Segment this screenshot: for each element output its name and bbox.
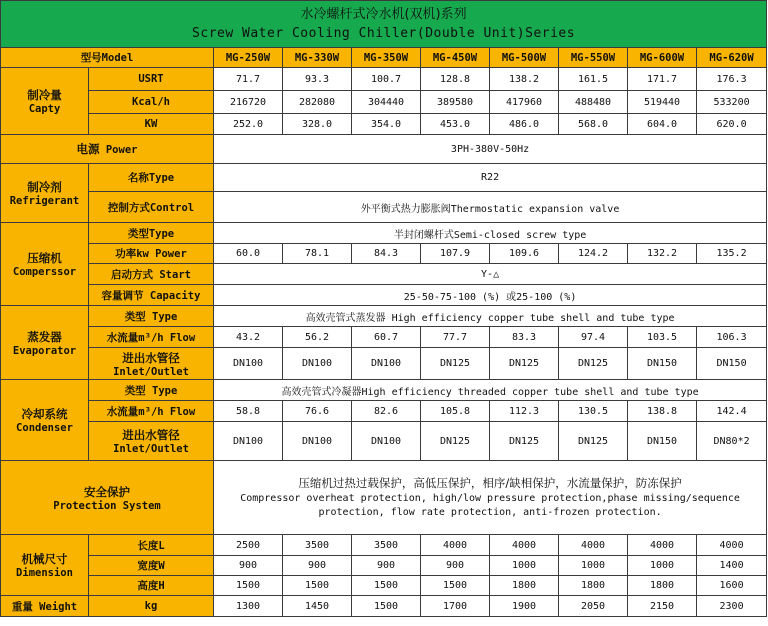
dimension-value: 4000	[697, 535, 767, 556]
capacity-value: 486.0	[490, 114, 559, 135]
condenser-pipe-value: DN125	[421, 422, 490, 461]
evaporator-pipe-value: DN125	[559, 348, 628, 380]
capacity-label-en: Capty	[28, 103, 61, 115]
dimension-value: 3500	[283, 535, 352, 556]
capacity-value: 533200	[697, 91, 767, 114]
capacity-row	[1, 114, 767, 135]
condenser-flow-value: 76.6	[283, 401, 352, 422]
compressor-label-cn: 压缩机	[27, 251, 62, 265]
compressor-power-value: 135.2	[697, 244, 767, 264]
dimension-value: 3500	[352, 535, 421, 556]
refrigerant-row	[1, 192, 767, 223]
condenser-flow-value: 138.8	[628, 401, 697, 422]
dimension-value: 1500	[283, 576, 352, 596]
capacity-label-cn: 制冷量	[27, 88, 62, 102]
capacity-value: 304440	[352, 91, 421, 114]
compressor-row	[1, 244, 767, 264]
dimension-height-label: 高度H	[89, 576, 214, 596]
dimension-value: 900	[214, 556, 283, 576]
capacity-value: 389580	[421, 91, 490, 114]
dimension-value: 2500	[214, 535, 283, 556]
dimension-value: 1000	[490, 556, 559, 576]
capacity-value: 488480	[559, 91, 628, 114]
compressor-power-value: 60.0	[214, 244, 283, 264]
weight-label: 重量 Weight	[1, 596, 89, 617]
title-en: Screw Water Cooling Chiller(Double Unit)Series	[192, 26, 576, 41]
evaporator-row	[1, 306, 767, 327]
capacity-unit: USRT	[89, 68, 214, 91]
compressor-power-value: 78.1	[283, 244, 352, 264]
dimension-value: 1800	[559, 576, 628, 596]
refrigerant-type-value: R22	[214, 164, 767, 192]
refrigerant-label-cn: 制冷剂	[27, 180, 62, 194]
evaporator-flow-label: 水流量m³/h Flow	[89, 327, 214, 348]
compressor-start-value: Y-△	[214, 264, 767, 285]
dimension-value: 1400	[697, 556, 767, 576]
capacity-value: 568.0	[559, 114, 628, 135]
evaporator-group-label	[1, 306, 89, 380]
weight-value: 1450	[283, 596, 352, 617]
model-header: MG-450W	[421, 48, 490, 68]
dimension-length-label: 长度L	[89, 535, 214, 556]
condenser-label-cn: 冷却系统	[21, 407, 68, 421]
condenser-flow-label: 水流量m³/h Flow	[89, 401, 214, 422]
weight-value: 2150	[628, 596, 697, 617]
compressor-power-label: 功率kw Power	[89, 244, 214, 264]
dimension-value: 1800	[490, 576, 559, 596]
refrigerant-control-label: 控制方式Control	[89, 192, 214, 223]
evaporator-type-label: 类型 Type	[89, 306, 214, 327]
condenser-flow-value: 58.8	[214, 401, 283, 422]
capacity-value: 100.7	[352, 68, 421, 91]
dimension-value: 1600	[697, 576, 767, 596]
evaporator-flow-value: 60.7	[352, 327, 421, 348]
dimension-value: 900	[421, 556, 490, 576]
condenser-pipe-value: DN100	[352, 422, 421, 461]
protection-label	[1, 461, 214, 535]
weight-value: 2300	[697, 596, 767, 617]
weight-row	[1, 596, 767, 617]
dimension-value: 4000	[490, 535, 559, 556]
title-cn: 水冷螺杆式冷水机(双机)系列	[300, 7, 467, 22]
capacity-value: 171.7	[628, 68, 697, 91]
model-header: MG-550W	[559, 48, 628, 68]
protection-value-cn: 压缩机过热过载保护，高低压保护，相序/缺相保护，水流量保护，防冻保护	[298, 475, 682, 490]
refrigerant-row	[1, 164, 767, 192]
evaporator-flow-value: 103.5	[628, 327, 697, 348]
evaporator-pipe-value: DN150	[628, 348, 697, 380]
dimension-value: 1000	[559, 556, 628, 576]
weight-unit: kg	[89, 596, 214, 617]
compressor-power-value: 132.2	[628, 244, 697, 264]
dimension-width-label: 宽度W	[89, 556, 214, 576]
evaporator-type-value: 高效壳管式蒸发器 High efficiency copper tube shell and tube type	[214, 306, 767, 327]
protection-value-en-1: Compressor overheat protection, high/low pressure protection,phase missing/sequence	[240, 492, 740, 504]
dimension-value: 900	[352, 556, 421, 576]
power-value: 3PH-380V-50Hz	[214, 135, 767, 164]
evaporator-flow-value: 97.4	[559, 327, 628, 348]
evaporator-label-en: Evaporator	[12, 344, 77, 357]
dimension-value: 1500	[421, 576, 490, 596]
condenser-row	[1, 380, 767, 401]
dimension-label-en: Dimension	[16, 567, 73, 579]
evaporator-row	[1, 348, 767, 380]
dimension-row	[1, 556, 767, 576]
dimension-value: 4000	[628, 535, 697, 556]
condenser-pipe-value: DN150	[628, 422, 697, 461]
model-header: MG-500W	[490, 48, 559, 68]
capacity-unit: KW	[89, 114, 214, 135]
dimension-value: 1000	[628, 556, 697, 576]
model-header: MG-600W	[628, 48, 697, 68]
capacity-value: 453.0	[421, 114, 490, 135]
refrigerant-control-value: 外平衡式热力膨胀阀Thermostatic expansion valve	[214, 192, 767, 223]
capacity-value: 128.8	[421, 68, 490, 91]
model-label: 型号Model	[1, 48, 214, 68]
condenser-pipe-value: DN100	[214, 422, 283, 461]
dimension-value: 4000	[559, 535, 628, 556]
weight-value: 1900	[490, 596, 559, 617]
evaporator-flow-value: 56.2	[283, 327, 352, 348]
evaporator-flow-value: 106.3	[697, 327, 767, 348]
dimension-group-label	[1, 535, 89, 596]
power-label	[1, 135, 214, 164]
capacity-value: 354.0	[352, 114, 421, 135]
dimension-row	[1, 535, 767, 556]
dimension-value: 1500	[214, 576, 283, 596]
condenser-pipe-value: DN80*2	[697, 422, 767, 461]
capacity-value: 328.0	[283, 114, 352, 135]
refrigerant-type-label: 名称Type	[89, 164, 214, 192]
evaporator-pipe-value: DN100	[352, 348, 421, 380]
capacity-value: 216720	[214, 91, 283, 114]
capacity-value: 71.7	[214, 68, 283, 91]
compressor-row	[1, 285, 767, 306]
capacity-group-label	[1, 68, 89, 135]
dimension-value: 1800	[628, 576, 697, 596]
compressor-power-value: 124.2	[559, 244, 628, 264]
compressor-row	[1, 223, 767, 244]
evaporator-flow-value: 77.7	[421, 327, 490, 348]
capacity-unit: Kcal/h	[89, 91, 214, 114]
compressor-type-value: 半封闭螺杆式Semi-closed screw type	[214, 223, 767, 244]
capacity-value: 252.0	[214, 114, 283, 135]
condenser-row	[1, 422, 767, 461]
capacity-value: 620.0	[697, 114, 767, 135]
condenser-pipe-label	[89, 422, 214, 461]
capacity-row	[1, 91, 767, 114]
dimension-value: 4000	[421, 535, 490, 556]
refrigerant-group-label	[1, 164, 89, 223]
capacity-value: 519440	[628, 91, 697, 114]
condenser-pipe-value: DN100	[283, 422, 352, 461]
weight-value: 2050	[559, 596, 628, 617]
model-header: MG-350W	[352, 48, 421, 68]
condenser-type-label: 类型 Type	[89, 380, 214, 401]
capacity-row	[1, 68, 767, 91]
condenser-pipe-value: DN125	[559, 422, 628, 461]
evaporator-pipe-value: DN150	[697, 348, 767, 380]
evaporator-label-cn: 蒸发器	[27, 329, 62, 344]
dimension-row	[1, 576, 767, 596]
compressor-capacity-value: 25-50-75-100 (%) 或25-100 (%)	[214, 285, 767, 306]
compressor-capacity-label: 容量调节 Capacity	[89, 285, 214, 306]
table-title	[1, 1, 767, 48]
condenser-group-label	[1, 380, 89, 461]
model-header: MG-620W	[697, 48, 767, 68]
condenser-flow-value: 82.6	[352, 401, 421, 422]
evaporator-pipe-value: DN100	[283, 348, 352, 380]
evaporator-flow-value: 83.3	[490, 327, 559, 348]
protection-row	[1, 461, 767, 535]
capacity-value: 161.5	[559, 68, 628, 91]
capacity-value: 417960	[490, 91, 559, 114]
model-row	[1, 48, 767, 68]
compressor-power-value: 107.9	[421, 244, 490, 264]
evaporator-pipe-label-en: Inlet/Outlet	[113, 365, 189, 378]
condenser-flow-value: 130.5	[559, 401, 628, 422]
condenser-row	[1, 401, 767, 422]
condenser-flow-value: 105.8	[421, 401, 490, 422]
capacity-value: 176.3	[697, 68, 767, 91]
capacity-value: 282080	[283, 91, 352, 114]
power-row	[1, 135, 767, 164]
condenser-flow-value: 112.3	[490, 401, 559, 422]
protection-value-en-2: protection, flow rate protection, anti-frozen protection.	[318, 506, 662, 518]
compressor-type-label: 类型Type	[89, 223, 214, 244]
compressor-power-value: 109.6	[490, 244, 559, 264]
evaporator-pipe-value: DN125	[421, 348, 490, 380]
condenser-pipe-value: DN125	[490, 422, 559, 461]
protection-value	[214, 461, 767, 535]
compressor-start-label: 启动方式 Start	[89, 264, 214, 285]
evaporator-row	[1, 327, 767, 348]
compressor-power-value: 84.3	[352, 244, 421, 264]
power-label-cn: 电源	[76, 142, 100, 156]
evaporator-pipe-value: DN125	[490, 348, 559, 380]
condenser-label-en: Condenser	[16, 422, 73, 434]
model-header: MG-330W	[283, 48, 352, 68]
evaporator-pipe-label	[89, 348, 214, 380]
dimension-value: 1500	[352, 576, 421, 596]
condenser-pipe-label-en: Inlet/Outlet	[113, 443, 189, 455]
weight-value: 1700	[421, 596, 490, 617]
condenser-flow-value: 142.4	[697, 401, 767, 422]
compressor-row	[1, 264, 767, 285]
power-label-en: Power	[105, 144, 138, 156]
condenser-pipe-label-cn: 进出水管径	[122, 428, 180, 442]
evaporator-flow-value: 43.2	[214, 327, 283, 348]
capacity-value: 93.3	[283, 68, 352, 91]
model-header: MG-250W	[214, 48, 283, 68]
protection-label-cn: 安全保护	[84, 484, 130, 499]
evaporator-pipe-value: DN100	[214, 348, 283, 380]
compressor-group-label	[1, 223, 89, 306]
capacity-value: 138.2	[490, 68, 559, 91]
compressor-label-en: Comperssor	[12, 266, 77, 278]
weight-value: 1300	[214, 596, 283, 617]
refrigerant-label-en: Refrigerant	[9, 195, 80, 207]
dimension-value: 900	[283, 556, 352, 576]
protection-label-en: Protection System	[53, 499, 161, 512]
dimension-label-cn: 机械尺寸	[21, 552, 68, 566]
evaporator-pipe-label-cn: 进出水管径	[122, 350, 180, 365]
condenser-type-value: 高效壳管式冷凝器High efficiency threaded copper tube shell and tube type	[214, 380, 767, 401]
capacity-value: 604.0	[628, 114, 697, 135]
weight-value: 1500	[352, 596, 421, 617]
